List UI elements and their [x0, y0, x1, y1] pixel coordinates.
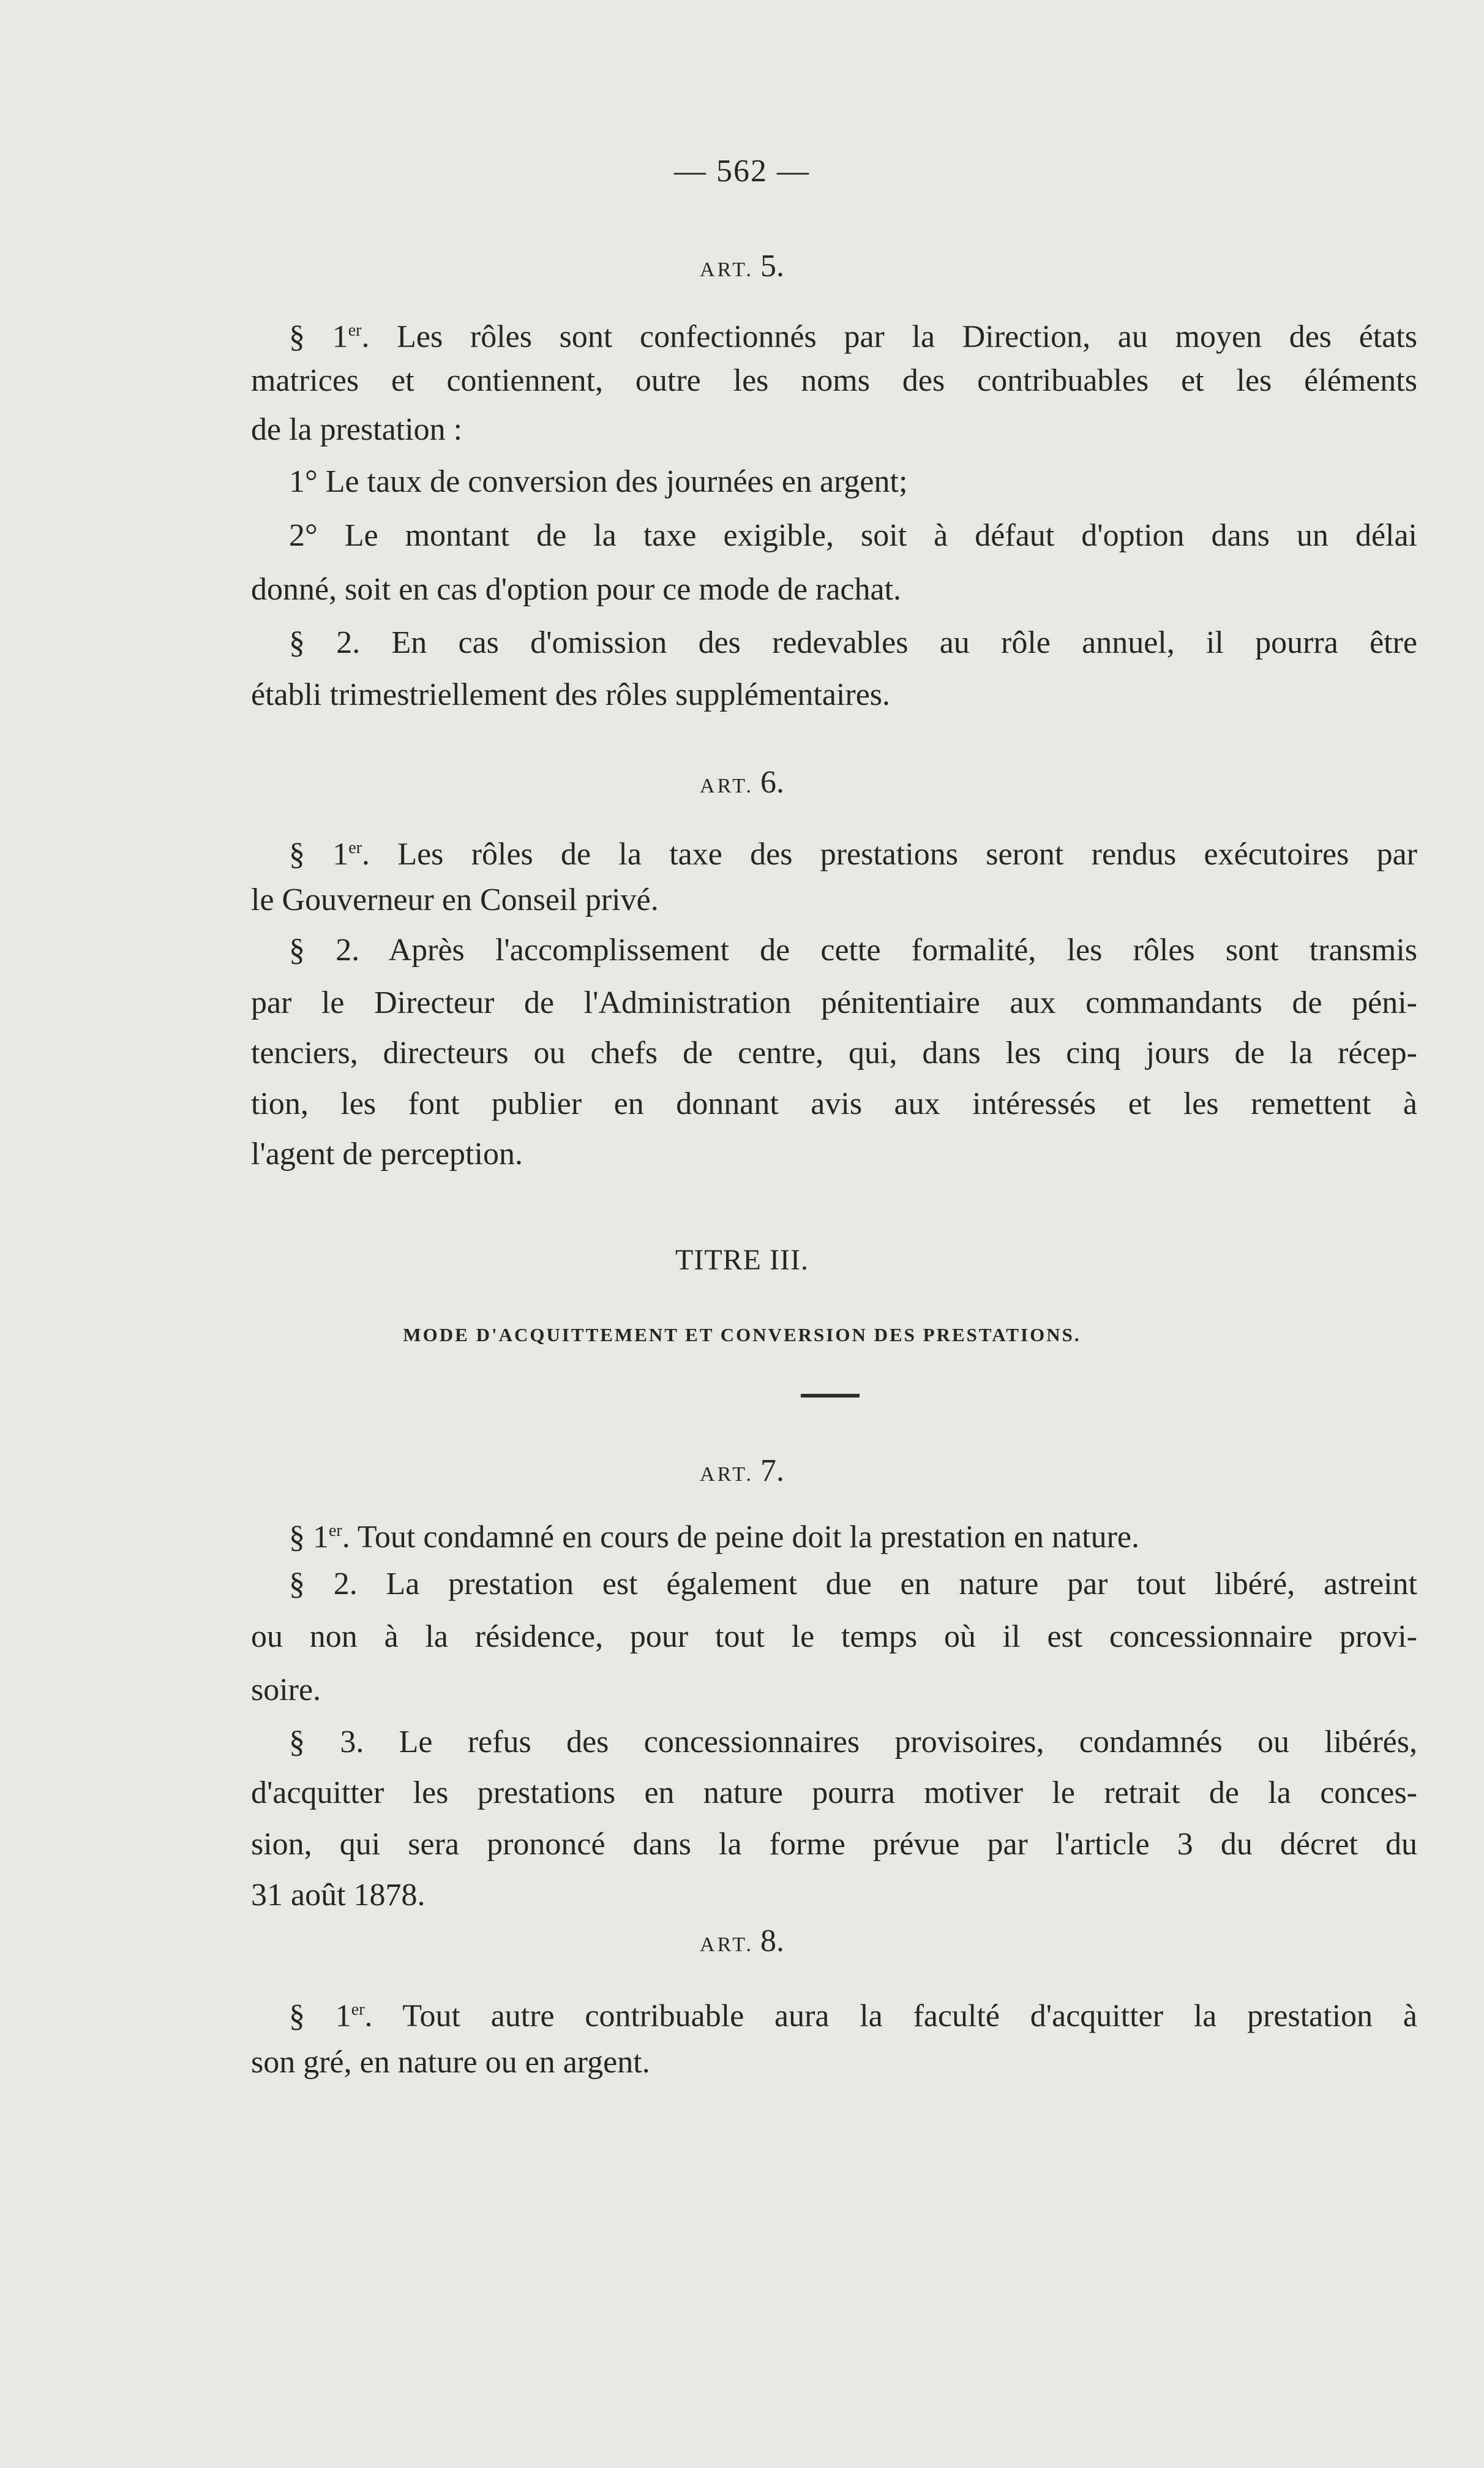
- article-label: ART.: [700, 1463, 754, 1486]
- article-number: 5.: [760, 249, 784, 284]
- article-7-line-2: § 2. La prestation est également due en nature par tout libéré, astreint: [289, 1567, 1417, 1601]
- article-8-heading: [0, 1923, 1484, 1959]
- section-divider: [801, 1394, 860, 1398]
- article-5-line-2: matrices et contiennent, outre les noms des contribuables et les éléments: [251, 363, 1417, 398]
- article-6-line-1: § 1er. Les rôles de la taxe des prestations seront rendus exécutoires par: [289, 837, 1417, 872]
- article-8-line-2: son gré, en nature ou en argent.: [251, 2045, 650, 2080]
- article-6-heading: [0, 764, 1484, 800]
- article-7-line-7: sion, qui sera prononcé dans la forme prévue par l'article 3 du décret du: [251, 1827, 1417, 1862]
- article-number: 8.: [760, 1924, 784, 1958]
- article-7-heading: [0, 1453, 1484, 1489]
- article-7-line-8: 31 août 1878.: [251, 1878, 425, 1913]
- article-5-line-3: de la prestation :: [251, 412, 463, 447]
- article-label: ART.: [700, 1933, 754, 1956]
- article-7-line-1: § 1er. Tout condamné en cours de peine doit la prestation en nature.: [289, 1519, 1139, 1555]
- article-6-line-7: l'agent de perception.: [251, 1137, 523, 1172]
- article-7-line-6: d'acquitter les prestations en nature pourra motiver le retrait de la conces-: [251, 1775, 1417, 1810]
- article-8-line-1: § 1er. Tout autre contribuable aura la faculté d'acquitter la prestation à: [289, 1998, 1417, 2034]
- article-5-line-6: donné, soit en cas d'option pour ce mode de rachat.: [251, 572, 902, 607]
- title-heading: TITRE III.: [675, 1244, 809, 1276]
- article-label: ART.: [700, 258, 754, 281]
- article-7-line-5: § 3. Le refus des concessionnaires provisoires, condamnés ou libérés,: [289, 1725, 1417, 1759]
- title-subtitle: MODE D'ACQUITTEMENT ET CONVERSION DES PRESTATIONS.: [403, 1324, 1081, 1345]
- article-5-line-1: § 1er. Les rôles sont confectionnés par la Direction, au moyen des états: [289, 319, 1418, 355]
- article-6-line-3: § 2. Après l'accomplissement de cette formalité, les rôles sont transmis: [289, 933, 1417, 968]
- article-5-heading: [0, 248, 1484, 284]
- article-6-line-6: tion, les font publier en donnant avis aux intéressés et les remettent à: [251, 1086, 1417, 1121]
- article-7-line-3: ou non à la résidence, pour tout le temps où il est concessionnaire provi-: [251, 1619, 1417, 1654]
- article-5-line-4: 1° Le taux de conversion des journées en argent;: [289, 464, 908, 499]
- article-6-line-2: le Gouverneur en Conseil privé.: [251, 882, 659, 917]
- article-5-line-5: 2° Le montant de la taxe exigible, soit à défaut d'option dans un délai: [289, 518, 1417, 553]
- article-6-line-4: par le Directeur de l'Administration pénitentiaire aux commandants de péni-: [251, 985, 1417, 1020]
- article-5-line-7: § 2. En cas d'omission des redevables au rôle annuel, il pourra être: [289, 625, 1417, 660]
- page-number: — 562 —: [674, 154, 810, 189]
- article-number: 6.: [760, 765, 784, 800]
- article-number: 7.: [760, 1453, 784, 1488]
- article-7-line-4: soire.: [251, 1672, 321, 1707]
- article-label: ART.: [700, 775, 754, 797]
- article-5-line-8: établi trimestriellement des rôles supplémentaires.: [251, 677, 891, 712]
- article-6-line-5: tenciers, directeurs ou chefs de centre, qui, dans les cinq jours de la récep-: [251, 1036, 1417, 1070]
